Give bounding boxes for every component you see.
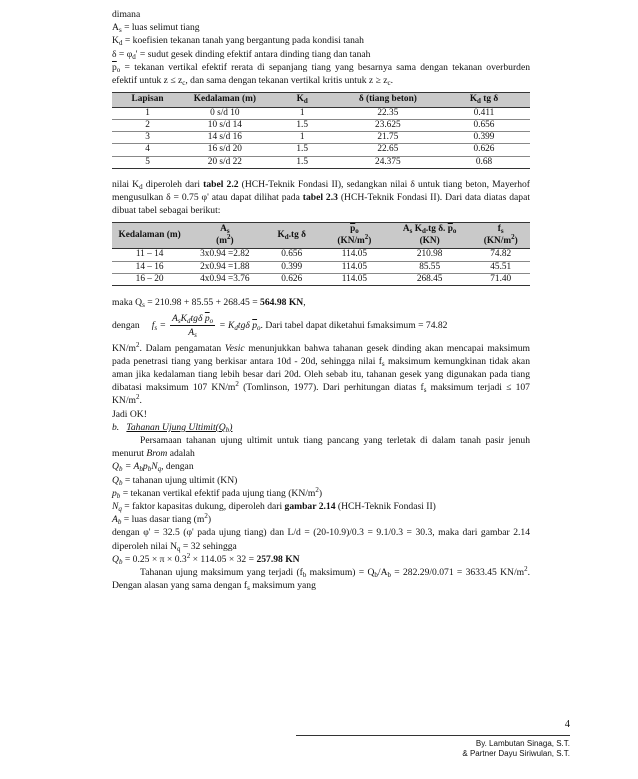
table-cell: 5 xyxy=(112,156,183,168)
table-cell: 114.05 xyxy=(321,261,388,273)
table-cell: 1.5 xyxy=(267,144,338,156)
table-cell: 2 xyxy=(112,119,183,131)
def-ab: $A_b$ = luas dasar tiang $(m^2)$ xyxy=(112,512,212,527)
document-page xyxy=(112,8,530,592)
table-row xyxy=(112,132,530,144)
table-cell: 11 – 14 xyxy=(112,249,187,261)
def-nq: $N_q$ = faktor kapasitas dukung, diperoleh dari gambar 2.14 (HCH-Teknik Fondasi II) xyxy=(112,501,436,513)
author-credit-2: & Partner Dayu Siriwulan, S.T. xyxy=(462,749,570,758)
table-header: $A_s$ $K_d.tg$ δ. $\overline{p}_o$ (KN) xyxy=(388,223,472,249)
table-row xyxy=(112,144,530,156)
table-cell: 14 – 16 xyxy=(112,261,187,273)
table-cell: 21.75 xyxy=(338,132,438,144)
table-row xyxy=(112,261,530,273)
table-cell: 114.05 xyxy=(321,273,388,285)
table-cell: 2x0.94 =1.88 xyxy=(187,261,262,273)
author-credit-1: By. Lambutan Sinaga, S.T. xyxy=(475,738,570,748)
table-cell: 16 s/d 20 xyxy=(183,144,267,156)
table-header: Kedalaman (m) xyxy=(112,223,187,249)
table-header: $K_d$ xyxy=(267,93,338,108)
def-qb: $Q_b$ = tahanan ujung ultimit (KN) xyxy=(112,474,238,487)
table-row xyxy=(112,249,530,261)
table-cell: 0.68 xyxy=(438,156,530,168)
table-header-row xyxy=(112,223,530,249)
table-cell: 0.399 xyxy=(438,132,530,144)
table-cell: 1 xyxy=(112,107,183,119)
table-cell: 3 xyxy=(112,132,183,144)
friction-table xyxy=(112,222,530,286)
table-cell: 85.55 xyxy=(388,261,472,273)
table-cell: 14 s/d 16 xyxy=(183,132,267,144)
table-cell: 0.626 xyxy=(262,273,321,285)
table-cell: 1.5 xyxy=(267,119,338,131)
table-header: $f_s$ $(KN/m^2)$ xyxy=(471,223,530,249)
table-cell: 10 s/d 14 xyxy=(183,119,267,131)
table-cell: 22.65 xyxy=(338,144,438,156)
table-cell: 0 s/d 10 xyxy=(183,107,267,119)
page-footer xyxy=(296,720,570,760)
ok-note: Jadi OK! xyxy=(112,408,147,420)
table-cell: 0.626 xyxy=(438,144,530,156)
intro-dimana: dimana xyxy=(112,9,141,20)
table-cell: 71.40 xyxy=(471,273,530,285)
def-po: $\overline{p}_o$ = tekanan vertikal efektif rerata di sepanjang tiang yang besarnya sama dengan tekanan overburden efektif untuk $z \le z_c$, dan sama dengan tekanan vertikal kritis untuk $z \ge z_c$. xyxy=(112,61,530,88)
table-cell: 0.399 xyxy=(262,261,321,273)
def-pb: $p_b$ = tekanan vertikal efektif pada ujung tiang $(KN/m^2)$ xyxy=(112,485,323,500)
table-row xyxy=(112,273,530,285)
table-cell: 22.35 xyxy=(338,107,438,119)
table-cell: 0.656 xyxy=(438,119,530,131)
def-delta: $\delta = \varphi_d'$ = sudut gesek dinding efektif antara dinding tiang dan tanah xyxy=(112,48,371,61)
qb-equation: $Q_b = A_bp_bN_q$, dengan xyxy=(112,461,194,474)
table-cell: 74.82 xyxy=(471,249,530,261)
paragraph-kd-source: nilai $K_d$ diperoleh dari tabel 2.2 (HCH-Teknik Fondasi II), sedangkan nilai δ untuk tiang beton, Mayerhof mengusulkan δ = 0.75 φ' atau dapat dilihat pada tabel 2.3 (HCH-Teknik Fondasi II). Dari data diatas dapat dibuat tabel sebagai berikut: xyxy=(112,178,530,217)
def-kd: $K_d$ = koefisien tekanan tanah yang bergantung pada kondisi tanah xyxy=(112,35,364,48)
table-cell: 3x0.94 =2.82 xyxy=(187,249,262,261)
table-header: δ (tiang beton) xyxy=(338,93,438,108)
table-cell: 0.411 xyxy=(438,107,530,119)
table-header: $A_s$ $(m^2)$ xyxy=(187,223,262,249)
paragraph-brom: Persamaan tahanan ujung ultimit untuk tiang pancang yang terletak di dalam tanah pasir jenuh menurut Brom adalah xyxy=(112,434,530,460)
table-cell: 4 xyxy=(112,144,183,156)
table-cell: 1 xyxy=(267,132,338,144)
fs-equation-line: dengan $f_s$ = $\frac{A_sK_dtg\delta \overline{p}_o}{A_s}$ = $K_dtg\delta$ $\overline{p}_o$ . Dari tabel dapat diketahui f s maksimum = 74.82 xyxy=(112,313,448,340)
table-header: Kedalaman (m) xyxy=(183,93,267,108)
paragraph-fb-max: Tahanan ujung maksimum yang terjadi ($f_b$ maksimum) = $Q_b/A_b = 282.29/0.071 = 3633.45$ $KN/m^2$. Dengan alasan yang sama dengan $f_s$ maksimum yang xyxy=(112,565,530,593)
table-row xyxy=(112,156,530,168)
def-as: $A_s$ = luas selimut tiang xyxy=(112,22,200,35)
table-header: Lapisan xyxy=(112,93,183,108)
table-cell: 23.625 xyxy=(338,119,438,131)
table-cell: 114.05 xyxy=(321,249,388,261)
paragraph-nq: dengan φ' = 32.5 (φ' pada ujung tiang) dan L/d = (20-10.9)/0.3 = 9.1/0.3 = 30.3, maka dari gambar 2.14 diperoleh nilai $N_q = 32$ sehingga xyxy=(112,527,530,553)
table-cell: 20 s/d 22 xyxy=(183,156,267,168)
table-cell: 4x0.94 =3.76 xyxy=(187,273,262,285)
table-header: $K_d$ tg δ xyxy=(438,93,530,108)
table-cell: 1 xyxy=(267,107,338,119)
qb-calculation: $Q_b = 0.25 \times \pi \times 0.3^2 \times 114.05 \times 32 = 257.98$ KN xyxy=(112,551,300,566)
table-cell: 210.98 xyxy=(388,249,472,261)
table-header: $\overline{p}_o$ $(KN/m^2)$ xyxy=(321,223,388,249)
table-header-row xyxy=(112,93,530,108)
qs-result: maka $Q_s = 210.98 + 85.55 + 268.45 = 564.98$ KN, xyxy=(112,296,306,309)
table-cell: 24.375 xyxy=(338,156,438,168)
table-cell: 268.45 xyxy=(388,273,472,285)
paragraph-vesic: $KN/m^2$. Dalam pengamatan Vesic menunjukkan bahwa tahanan gesek dinding akan mencapai maksimum pada penetrasi tiang yang berkisar antara 10d - 20d, sehingga nilai $f_s$ maksimum kemungkinan tidak akan aman jika kedalaman tiang lebih besar dari 20d. Oleh sebab itu, tahanan gesek yang digunakan pada tiang dibatasi maksimum 107 $KN/m^2$ (Tomlinson, 1977). Dari perhitungan diatas $f_s$ maksimum terjadi ≤ 107 $KN/m^2$. xyxy=(112,340,530,407)
table-row xyxy=(112,119,530,131)
table-cell: 16 – 20 xyxy=(112,273,187,285)
fs-fraction: $\frac{A_sK_dtg\delta \overline{p}_o}{A_s}$ xyxy=(172,313,214,340)
table-cell: 45.51 xyxy=(471,261,530,273)
layer-table xyxy=(112,92,530,169)
table-cell: 0.656 xyxy=(262,249,321,261)
table-cell: 1.5 xyxy=(267,156,338,168)
footer-divider xyxy=(296,735,570,736)
section-b-heading: b. Tahanan Ujung $Ultimit(Q_b)$ xyxy=(112,421,233,434)
page-number: 4 xyxy=(564,719,570,730)
table-header: $K_d.tg$ δ xyxy=(262,223,321,249)
table-row xyxy=(112,107,530,119)
